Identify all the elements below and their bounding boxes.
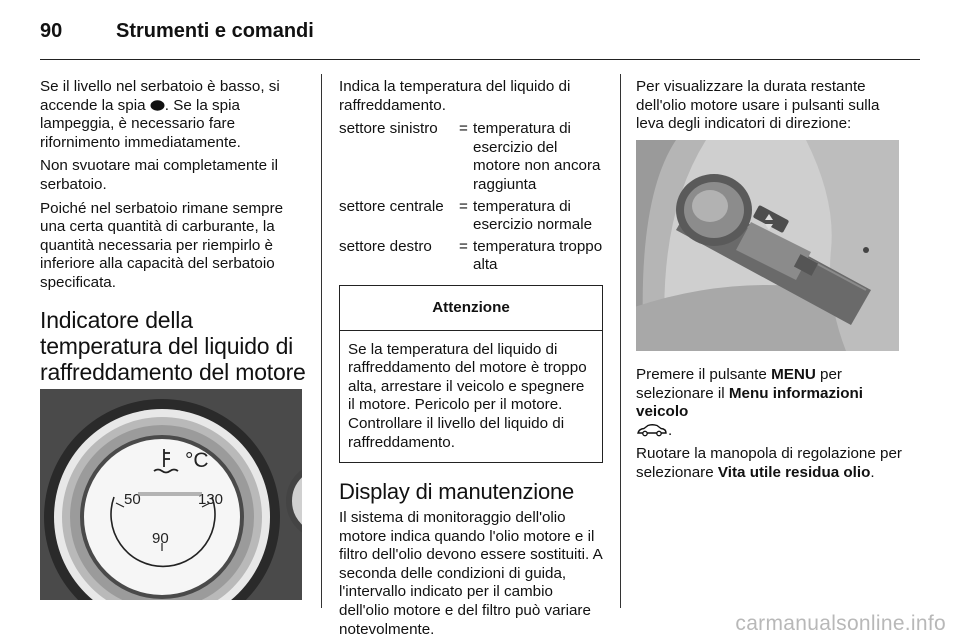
coolant-gauge-heading: Indicatore della temperatura del liquido di raffreddamento del motore — [40, 306, 306, 385]
equals-sign: = — [459, 237, 468, 255]
column-3 — [636, 78, 900, 139]
list-item — [339, 238, 603, 275]
turn-signal-lever-photo — [636, 140, 899, 351]
sector-definition: temperatura troppo alta — [473, 237, 603, 274]
column-1 — [40, 78, 306, 395]
sector-definition-list — [339, 120, 603, 275]
capacity-paragraph: Poiché nel serbatoio rimane sempre una certa quantità di carburante, la quantità necessaria per riempirlo è inferiore alla capacità del serbatoio specificata. — [40, 199, 284, 291]
column-3-lower — [636, 366, 902, 488]
column-2 — [339, 78, 603, 642]
oil-monitoring-paragraph: Il sistema di monitoraggio dell'olio motore indica quando l'olio motore e il filtro dell'olio devono essere sostituiti. A seconda delle condizioni di guida, l'intervallo indicato per il cambio dell'olio motore e del filtro può variare notevolmente. — [339, 509, 602, 638]
page-title: Strumenti e comandi — [116, 20, 314, 42]
sector-definition: temperatura di esercizio del motore non ancora raggiunta — [473, 120, 601, 193]
maintenance-display-heading: Display di manutenzione — [339, 479, 575, 505]
watermark: carmanualsonline.info — [735, 612, 946, 635]
fuel-low-paragraph: Se il livello nel serbatoio è basso, si accende la spia . Se la spia lampeggia, è necessario fare rifornimento immediatamente. — [40, 78, 280, 151]
column-divider-2 — [620, 74, 621, 608]
oil-life-intro-paragraph: Per visualizzare la durata restante dell'olio motore usare i pulsanti sulla leva degli indicatori di direzione: — [636, 78, 880, 133]
page-header — [40, 18, 920, 60]
list-item — [339, 198, 603, 235]
gauge-tick-130: 130 — [198, 491, 224, 508]
sector-term: settore sinistro — [339, 120, 438, 138]
column-divider-1 — [321, 74, 322, 608]
menu-button-label: MENU — [771, 366, 816, 383]
sector-term: settore centrale — [339, 197, 444, 215]
equals-sign: = — [459, 197, 468, 215]
adjustment-knob-paragraph: Ruotare la manopola di regolazione per selezionare Vita utile residua olio. — [636, 445, 902, 481]
menu-button-paragraph: Premere il pulsante MENU per selezionare il Menu informazioni veicolo . — [636, 366, 864, 439]
car-outline-icon — [636, 423, 668, 437]
sector-definition: temperatura di esercizio normale — [473, 197, 593, 234]
empty-tank-paragraph: Non svuotare mai completamente il serbatoio. — [40, 157, 279, 193]
gauge-tick-90: 90 — [152, 530, 169, 547]
list-item — [339, 120, 603, 194]
equals-sign: = — [459, 120, 468, 138]
fuel-warning-lamp-icon — [150, 100, 165, 111]
page-number: 90 — [40, 20, 63, 42]
vehicle-info-menu-label: Menu informazioni veicolo — [636, 384, 864, 421]
warning-box — [339, 285, 603, 463]
coolant-gauge-photo — [40, 389, 302, 600]
gauge-unit-label: °C — [185, 449, 209, 472]
warning-body: Se la temperatura del liquido di raffreddamento del motore è troppo alta, arrestare il veicolo e spegnere il motore. Pericolo per il motore. Controllare il livello del liquido di raffreddamento. — [348, 340, 587, 451]
sector-term: settore destro — [339, 237, 432, 255]
gauge-tick-50: 50 — [124, 491, 141, 508]
coolant-intro-paragraph: Indica la temperatura del liquido di raffreddamento. — [339, 78, 571, 114]
warning-title: Attenzione — [340, 286, 602, 331]
oil-life-menu-label: Vita utile residua olio — [717, 463, 871, 481]
